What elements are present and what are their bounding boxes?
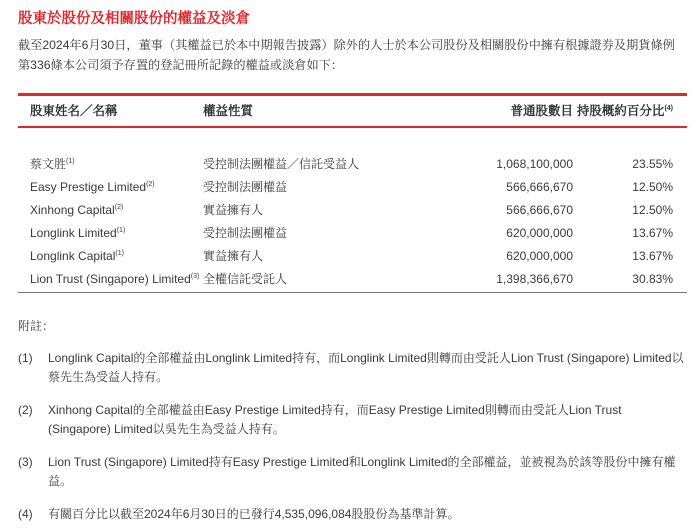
- cell-percent: 13.67%: [632, 226, 673, 240]
- footnote-ref: (2): [146, 181, 155, 188]
- note-item: [18, 349, 687, 387]
- note-number: (1): [18, 351, 33, 365]
- table-row: [18, 268, 687, 293]
- cell-shares: 566,666,670: [506, 203, 573, 217]
- cell-nature: 實益擁有人: [203, 203, 264, 217]
- footnote-ref: (1): [66, 158, 75, 165]
- note-item: [18, 505, 687, 524]
- name-text: Longlink Capital: [30, 249, 116, 263]
- intro-text-line-1: 截至2024年6月30日，董事（其權益已於本中期報告披露）除外的人士於本公司股份及相關股份中擁有根據證券及期貨條例: [18, 38, 675, 52]
- cell-name: [18, 268, 203, 293]
- name-text: 蔡文胜: [30, 157, 67, 171]
- cell-percent: 12.50%: [632, 203, 673, 217]
- name-text: Xinhong Capital: [30, 203, 115, 217]
- header-percent-note: (4): [664, 105, 673, 112]
- cell-nature: 實益擁有人: [203, 249, 264, 263]
- name-text: Longlink Limited: [30, 226, 117, 240]
- shareholders-table: [18, 93, 687, 293]
- table-row: [18, 199, 687, 222]
- note-number: (2): [18, 403, 33, 417]
- note-number: (3): [18, 455, 33, 469]
- table-row: [18, 245, 687, 268]
- cell-nature: 受控制法團權益: [203, 226, 288, 240]
- cell-name: [18, 245, 203, 268]
- table-row: [18, 222, 687, 245]
- table-row: [18, 176, 687, 199]
- table-body: [18, 127, 687, 293]
- note-text: Xinhong Capital的全部權益由Easy Prestige Limited持有，而Easy Prestige Limited則轉而由受託人Lion Trust (Singapore) Limited以吳先生為受益人持有。: [48, 403, 622, 436]
- cell-nature: 受控制法團權益／信託受益人: [203, 157, 360, 171]
- cell-name: [18, 222, 203, 245]
- header-percent: [573, 95, 687, 128]
- cell-nature: 受控制法團權益: [203, 180, 288, 194]
- cell-shares: 1,398,366,670: [418, 268, 573, 293]
- name-text: Lion Trust (Singapore) Limited: [30, 272, 191, 286]
- cell-percent: 13.67%: [632, 249, 673, 263]
- cell-name: [18, 199, 203, 222]
- name-text: Easy Prestige Limited: [30, 180, 147, 194]
- cell-name: [18, 127, 203, 176]
- footnote-ref: (3): [190, 273, 200, 280]
- note-text: 有關百分比以截至2024年6月30日的已發行4,535,096,084股股份為基準計算。: [48, 507, 460, 521]
- note-text: Lion Trust (Singapore) Limited持有Easy Prestige Limited和Longlink Limited的全部權益，並被視為於該等股份中擁有權益。: [48, 455, 676, 488]
- notes-heading: 附註：: [18, 319, 55, 333]
- cell-nature: 全權信託受託人: [203, 268, 418, 293]
- note-item: [18, 401, 687, 439]
- footnote-ref: (1): [115, 250, 124, 257]
- footnote-ref: (1): [116, 227, 126, 234]
- section-title: 股東於股份及相關股份的權益及淡倉: [18, 11, 250, 27]
- note-item: [18, 453, 687, 491]
- cell-percent: 30.83%: [573, 268, 687, 293]
- cell-shares: 1,068,100,000: [496, 157, 573, 171]
- cell-name: [18, 176, 203, 199]
- header-name: 股東姓名／名稱: [18, 95, 203, 128]
- header-nature: 權益性質: [203, 95, 418, 128]
- footnote-ref: (2): [114, 204, 124, 211]
- cell-shares: 566,666,670: [506, 180, 573, 194]
- note-number: (4): [18, 507, 33, 521]
- cell-shares: 620,000,000: [506, 249, 573, 263]
- cell-shares: 620,000,000: [506, 226, 573, 240]
- intro-text-line-2: 第336條本公司須予存置的登記冊所記錄的權益或淡倉如下：: [18, 58, 344, 72]
- cell-percent: 23.55%: [632, 157, 673, 171]
- header-percent-label: 持股概約百分比: [576, 104, 665, 118]
- header-shares: 普通股數目: [418, 95, 573, 128]
- cell-percent: 12.50%: [632, 180, 673, 194]
- note-text: Longlink Capital的全部權益由Longlink Limited持有，而Longlink Limited則轉而由受託人Lion Trust (Singapore) Limited以蔡先生為受益人持有。: [48, 351, 684, 384]
- table-header-row: [18, 95, 687, 128]
- table-row: [18, 127, 687, 176]
- notes-list: [18, 349, 687, 524]
